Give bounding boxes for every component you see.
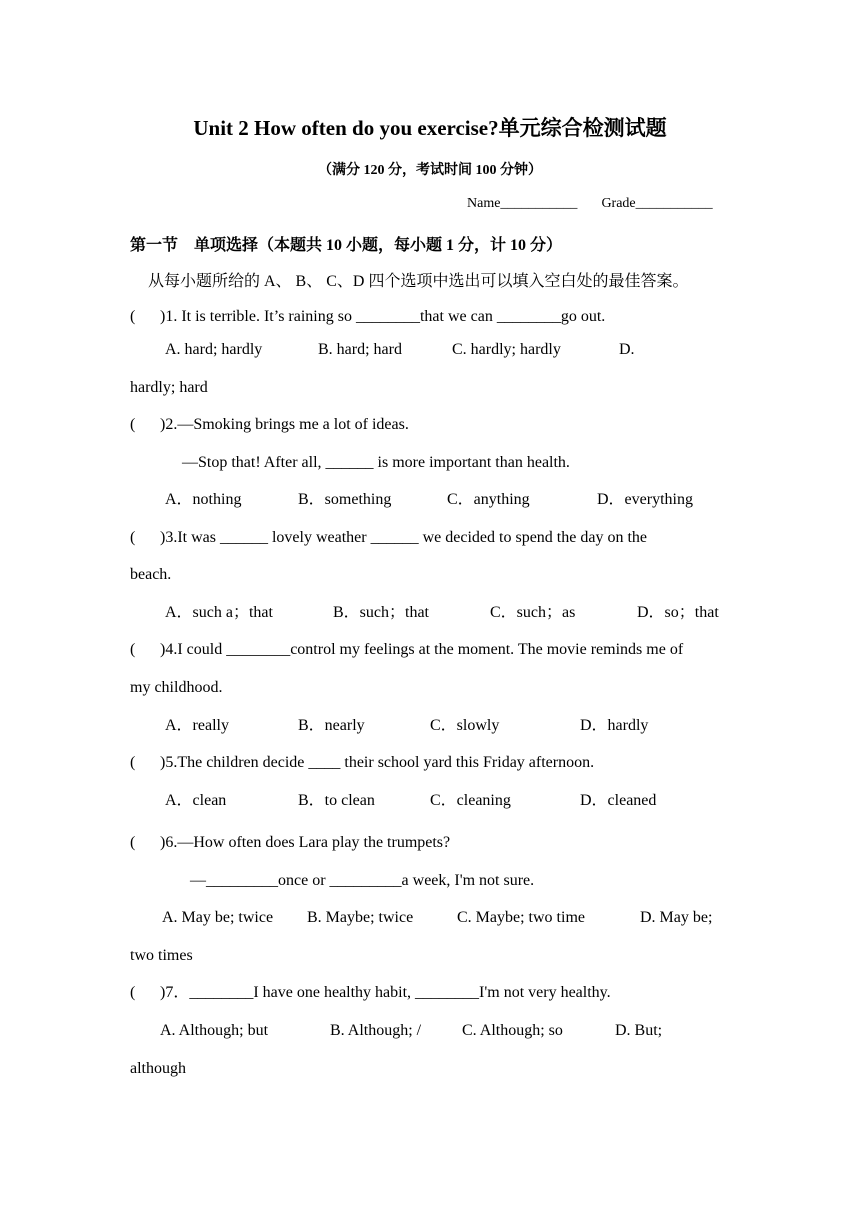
question-stem: )4.I could ________control my feelings at the moment. The movie reminds me of [160,641,684,658]
option-b: B．to clean [298,792,375,809]
answer-blank: ( [130,416,136,433]
question-stem: )7．________I have one healthy habit, ________I'm not very healthy. [160,984,611,1001]
question-stem-continued: my childhood. [130,679,223,696]
answer-blank: ( [130,641,136,658]
answer-blank: ( [130,308,136,325]
question-stem: )2.—Smoking brings me a lot of ideas. [160,416,409,433]
option-c: C．anything [447,491,530,508]
option-d: D. May be; [640,909,713,926]
question-stem-continued: beach. [130,566,172,583]
page-title: Unit 2 How often do you exercise?单元综合检测试题 [193,116,667,140]
question-stem: )1. It is terrible. It’s raining so ________that we can ________go out. [160,308,606,325]
grade-field-label: Grade___________ [601,196,713,211]
question-4 [130,640,683,660]
question-1 [130,307,605,327]
answer-blank: ( [130,529,136,546]
option-d: D．hardly [580,717,649,734]
name-field-label: Name___________ [467,196,578,211]
option-a: A．really [165,717,229,734]
question-2 [130,415,409,435]
answer-blank: ( [130,754,136,771]
answer-blank: ( [130,984,136,1001]
question-6 [130,833,450,853]
question-stem: )6.—How often does Lara play the trumpets? [160,834,451,851]
option-c: C．cleaning [430,792,511,809]
question-stem-line2: —Stop that! After all, ______ is more important than health. [182,454,570,471]
option-d-continued: two times [130,947,193,964]
option-d: D. [619,341,635,358]
question-stem: )3.It was ______ lovely weather ______ we decided to spend the day on the [160,529,647,546]
option-c: C．slowly [430,717,500,734]
name-grade-line [467,196,713,212]
option-b: B. Although; / [330,1022,422,1039]
option-b: B. Maybe; twice [307,909,414,926]
option-b: B．such；that [333,604,429,621]
question-5 [130,753,594,773]
option-c: C. Maybe; two time [457,909,585,926]
option-d: D．cleaned [580,792,657,809]
option-b: B．something [298,491,392,508]
option-c: C. Although; so [462,1022,563,1039]
option-a: A．nothing [165,491,242,508]
option-d: D．so；that [637,604,719,621]
option-a: A. hard; hardly [165,341,263,358]
option-d: D．everything [597,491,693,508]
answer-blank: ( [130,834,136,851]
page-subtitle: （满分 120 分，考试时间 100 分钟） [318,163,542,178]
question-stem-line2: —_________once or _________a week, I'm not sure. [190,872,535,889]
option-a: A. Although; but [160,1022,269,1039]
question-stem: )5.The children decide ____ their school yard this Friday afternoon. [160,754,595,771]
section-instruction: 从每小题所给的 A、 B、 C、D 四个选项中选出可以填入空白处的最佳答案。 [148,273,689,290]
option-c: C. hardly; hardly [452,341,561,358]
option-c: C．such；as [490,604,576,621]
option-d-continued: hardly; hard [130,379,208,396]
question-7 [130,983,611,1003]
option-d: D. But; [615,1022,663,1039]
question-3 [130,528,647,548]
option-b: B. hard; hard [318,341,402,358]
option-a: A．clean [165,792,227,809]
section-title: 第一节 单项选择（本题共 10 小题，每小题 1 分，计 10 分） [130,237,563,254]
option-a: A．such a；that [165,604,273,621]
option-b: B．nearly [298,717,365,734]
option-a: A. May be; twice [162,909,274,926]
option-d-continued: although [130,1060,186,1077]
